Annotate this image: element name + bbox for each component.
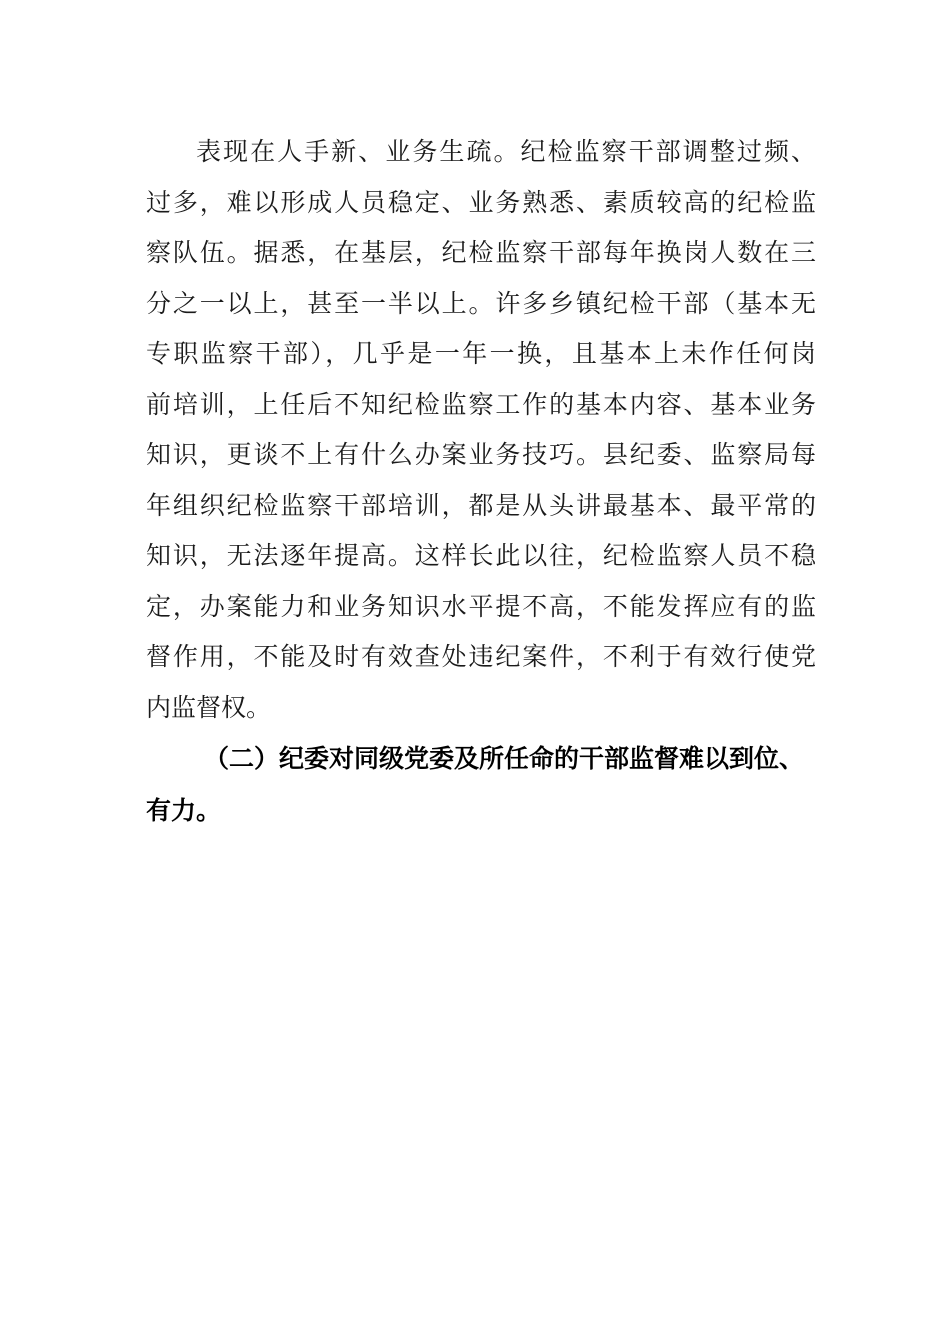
document-body (146, 127, 816, 837)
paragraph-line: 专职监察干部），几乎是一年一换，且基本上未作任何岗 (146, 339, 816, 368)
paragraph-line: 督作用，不能及时有效查处违纪案件，不利于有效行使党 (146, 642, 816, 671)
paragraph-line: 表现在人手新、业务生疏。纪检监察干部调整过频、 (196, 137, 816, 166)
heading-line: 有力。 (146, 796, 222, 825)
paragraph-line: 过多，难以形成人员稳定、业务熟悉、素质较高的纪检监 (146, 187, 816, 217)
paragraph-line: 定，办案能力和业务知识水平提不高，不能发挥应有的监 (146, 591, 816, 621)
paragraph-line: 知识，更谈不上有什么办案业务技巧。县纪委、监察局每 (146, 440, 816, 469)
paragraph-line: 察队伍。据悉，在基层，纪检监察干部每年换岗人数在三 (146, 238, 816, 267)
paragraph-line: 内监督权。 (146, 692, 272, 722)
paragraph-line: 年组织纪检监察干部培训，都是从头讲最基本、最平常的 (146, 490, 816, 520)
paragraph-line: 知识，无法逐年提高。这样长此以往，纪检监察人员不稳 (146, 541, 816, 570)
heading-line: （二）纪委对同级党委及所任命的干部监督难以到位、 (204, 744, 805, 773)
paragraph-line: 分之一以上，甚至一半以上。许多乡镇纪检干部（基本无 (146, 288, 816, 318)
section-heading (146, 733, 816, 837)
body-paragraph (146, 127, 816, 733)
paragraph-line: 前培训，上任后不知纪检监察工作的基本内容、基本业务 (146, 389, 816, 419)
